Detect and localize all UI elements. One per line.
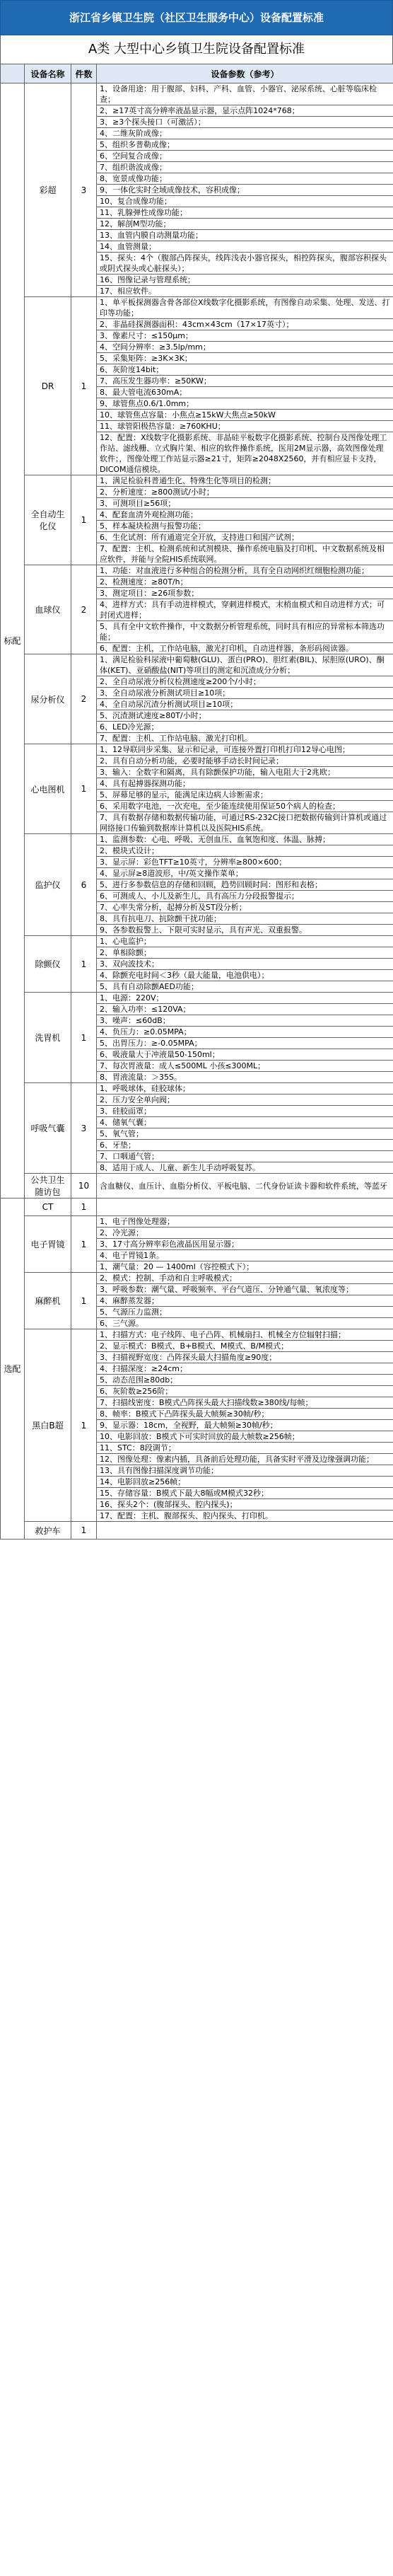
- column-header-qty: 件数: [71, 64, 97, 83]
- document-title: 浙江省乡镇卫生院（社区卫生服务中心）设备配置标准: [0, 0, 393, 35]
- table-row: [1, 744, 393, 756]
- parameter-line: 3、≥3个探头接口（可激活）；: [97, 117, 393, 128]
- parameter-line: 2、输入功率：≤120VA；: [97, 1004, 393, 1015]
- parameter-line: 2、显示模式：B模式、B+B模式、M模式、B/M模式；: [97, 1341, 393, 1352]
- parameter-line: 6、三气源。: [97, 1318, 393, 1329]
- equipment-quantity: 10: [71, 1174, 97, 1199]
- parameter-line: 9、球管焦点0.6/1.0mm；: [97, 398, 393, 410]
- parameter-line: 14、电影回放≥256帧；: [97, 1477, 393, 1488]
- equipment-name: 全自动生化仪: [25, 475, 71, 565]
- equipment-name: 黑白B超: [25, 1329, 71, 1522]
- parameter-line: 11、乳腺弹性成像功能；: [97, 207, 393, 219]
- parameter-line: 3、17寸高分辨率彩色液晶医用显示器；: [97, 1239, 393, 1250]
- equipment-table: [0, 64, 393, 1540]
- table-row: [1, 475, 393, 487]
- parameter-line: 9、各参数报警上、下限可实时显示，具有声光、双重报警。: [97, 925, 393, 936]
- equipment-name: 救护车: [25, 1522, 71, 1540]
- parameter-line: 7、具有数据存储和数据传输功能，可通过RS-232C接口把数据传输到计算机或通过网络接口传输到数据库计算机以及医院HIS系统。: [97, 812, 393, 834]
- equipment-name: 洗胃机: [25, 993, 71, 1083]
- parameter-line: 10、复合成像功能；: [97, 196, 393, 207]
- parameter-line: 4、空间分辨率：≥3.5lp/mm；: [97, 342, 393, 353]
- parameter-line: 3、全自动尿液分析测试项目≥10项；: [97, 688, 393, 699]
- parameter-line: 14、血管测量；: [97, 241, 393, 253]
- parameter-line: 2、全自动尿液分析仪检测速度≥200个/小时；: [97, 676, 393, 688]
- category-label: 选配: [1, 1199, 25, 1540]
- parameter-line: 17、相应软件。: [97, 286, 393, 297]
- category-label: 标配: [1, 83, 25, 1199]
- table-row: [1, 297, 393, 319]
- parameter-line: 7、扫描线密度：B模式凸阵探头最大扫描线数≥380线/每帧；: [97, 1397, 393, 1409]
- parameter-line: 2、单相除颤；: [97, 947, 393, 959]
- equipment-quantity: 1: [71, 744, 97, 834]
- parameter-line: 7、口咽通气管；: [97, 1151, 393, 1162]
- equipment-name: 公共卫生随访包: [25, 1174, 71, 1199]
- parameter-line: 8、具有抗电刀、抗除颤干扰功能；: [97, 913, 393, 925]
- parameter-line: 17、配置：主机、腹部探头、腔内探头、打印机。: [97, 1511, 393, 1522]
- parameter-line: 3、双向波技术；: [97, 959, 393, 970]
- parameter-line: 3、显示屏：彩色TFT≥10英寸，分辨率≥800×600；: [97, 857, 393, 868]
- parameter-line: 1、功能：对血液进行多种组合的检测分析，具有全自动网织红细胞检测功能；: [97, 565, 393, 577]
- parameter-line: 5、采集矩阵：≥3K×3K；: [97, 353, 393, 364]
- parameter-line: 1、满足检验科普通生化、特殊生化等项目的检测；: [97, 475, 393, 487]
- parameter-line: 5、动态范围≥80db；: [97, 1375, 393, 1386]
- parameter-line: 8、适用于成人、儿童、新生儿手动呼吸复苏。: [97, 1162, 393, 1174]
- equipment-name: 呼吸气囊: [25, 1083, 71, 1174]
- parameter-line: 6、可测成人、小儿及新生儿，具有高压力分段报警提示；: [97, 891, 393, 902]
- parameter-line: 3、噪声：≤60dB；: [97, 1015, 393, 1027]
- table-row: [1, 993, 393, 1004]
- table-row: [1, 1083, 393, 1094]
- equipment-quantity: 1: [71, 993, 97, 1083]
- table-row: [1, 834, 393, 845]
- parameter-line: 10、电影回放：B模式下可实时回放的最大帧数≥256帧；: [97, 1431, 393, 1443]
- equipment-quantity: 2: [71, 565, 97, 654]
- parameter-line: 10、球管焦点容量：小焦点≥15kW大焦点≥50kW: [97, 410, 393, 421]
- parameter-line: 6、灰阶数≥256阶；: [97, 1386, 393, 1397]
- equipment-name: 心电图机: [25, 744, 71, 834]
- parameter-line: 6、灰阶度14bit；: [97, 364, 393, 376]
- column-header-name: 设备名称: [25, 64, 71, 83]
- table-row: [1, 1522, 393, 1540]
- parameter-line: 4、扫描深度：≥24cm；: [97, 1363, 393, 1375]
- equipment-quantity: 1: [71, 1199, 97, 1216]
- equipment-quantity: 1: [71, 475, 97, 565]
- parameter-line: 6、空间复合成像；: [97, 151, 393, 162]
- parameter-line: 2、模式：控制、手动和自主呼吸模式；: [97, 1273, 393, 1284]
- equipment-name: 尿分析仪: [25, 654, 71, 744]
- parameter-line: 4、除颤充电时间＜3秒（最大能量，电池供电）；: [97, 970, 393, 981]
- parameter-line: 3、呼吸参数：潮气量、呼吸频率、平台气道压、分钟通气量、氧浓度等；: [97, 1284, 393, 1295]
- table-row: [1, 83, 393, 105]
- parameter-line: [97, 1522, 393, 1540]
- equipment-quantity: 6: [71, 834, 97, 936]
- table-row: [1, 1216, 393, 1228]
- parameter-line: 5、具有自动除颤AED功能；: [97, 981, 393, 993]
- parameter-line: 5、气源压力监测；: [97, 1307, 393, 1318]
- equipment-name: 麻醉机: [25, 1273, 71, 1329]
- parameter-line: 7、配置：主机、检测系统和试剂模块、操作系统电脑及打印机、中文数据系统及相应软件，并能与全院HIS系统联网。: [97, 543, 393, 565]
- parameter-line: [97, 1199, 393, 1216]
- equipment-quantity: 1: [71, 297, 97, 475]
- parameter-line: 15、探头：4个（腹部凸阵探头，线阵浅表小器官探头，相控阵探头，腹部容积探头或阴式探头或心脏探头）；: [97, 253, 393, 275]
- parameter-line: 3、测定项目：≥26项参数；: [97, 588, 393, 599]
- parameter-line: 6、配置：主机，工作站电脑，激光打印机，自动进样器，条形码阅读器。: [97, 643, 393, 654]
- table-row: [1, 936, 393, 947]
- table-row: [1, 1174, 393, 1199]
- table-row: [1, 1329, 393, 1341]
- parameter-line: 1、扫描方式：电子线阵、电子凸阵、机械扇扫、机械全方位辐射扫描；: [97, 1329, 393, 1341]
- column-header-params: 设备参数（参考）: [97, 64, 393, 83]
- parameter-line: 4、显示屏≥8道波形，中/英文操作菜单；: [97, 868, 393, 879]
- parameter-line: 8、宽景成像功能；: [97, 173, 393, 185]
- parameter-line: 4、进样方式：具有手动进样模式，穿刺进样模式，末梢血模式和自动进样方式；可封闭式进样；: [97, 599, 393, 621]
- equipment-quantity: 3: [71, 83, 97, 297]
- parameter-line: 3、硅胶面罩；: [97, 1106, 393, 1117]
- table-body: [1, 83, 393, 1540]
- parameter-line: 5、屏幕足够的显示，能满足床边病人诊断需求；: [97, 790, 393, 801]
- parameter-line: 4、储氧气囊；: [97, 1117, 393, 1128]
- table-row: [1, 1273, 393, 1284]
- parameter-line: 1、监测参数：心电、呼吸、无创血压、血氧饱和度、体温、脉搏；: [97, 834, 393, 845]
- parameter-line: 2、具有自动分析功能，必要时能够手动长时间记录；: [97, 756, 393, 767]
- parameter-line: 1、满足检验科尿液中葡萄糖(GLU)、蛋白(PRO)、胆红素(BIL)、尿胆原(URO)、酮体(KET)、亚硝酸盐(NIT)等项目的测定和沉渣成分分析；: [97, 654, 393, 676]
- equipment-name: DR: [25, 297, 71, 475]
- parameter-line: 16、图像记录与管理系统；: [97, 275, 393, 286]
- equipment-name: 血球仪: [25, 565, 71, 654]
- parameter-line: 1、潮气量：20 — 1400ml（容控模式下）；: [97, 1261, 393, 1273]
- parameter-line: 5、氧气管；: [97, 1128, 393, 1140]
- parameter-line: 9、显示器：18cm，全视野，最大帧频≥30帧/秒；: [97, 1420, 393, 1431]
- parameter-line: 7、每次胃液量：成人≤500ML 小孩≤300ML；: [97, 1061, 393, 1072]
- parameter-line: 16、探头2个：(腹部探头、腔内探头)；: [97, 1499, 393, 1511]
- parameter-line: 8、帧率：B模式下凸阵探头最大帧频≥30帧/秒；: [97, 1409, 393, 1420]
- parameter-line: 2、模块式设计；: [97, 845, 393, 857]
- parameter-line: 7、高压发生器功率：≥50KW；: [97, 376, 393, 387]
- parameter-line: 2、检测速度：≥80T/h；: [97, 577, 393, 588]
- document-subtitle: A类 大型中心乡镇卫生院设备配置标准: [0, 35, 393, 64]
- parameter-line: 6、牙垫；: [97, 1140, 393, 1151]
- parameter-line: 7、组织谐波成像；: [97, 162, 393, 173]
- parameter-line: 7、配置：主机、工作站电脑、激光打印机。: [97, 733, 393, 744]
- parameter-line: 5、进行多参数信息的存储和回顾，趋势回顾时间：图形和表格；: [97, 879, 393, 891]
- parameter-line: 4、配套血清外观检测功能；: [97, 509, 393, 521]
- parameter-line: 6、采用数字电池，一次充电，至少能连续使用保证50个病人的检查；: [97, 801, 393, 812]
- parameter-line: 11、球管阳极热容量：≥760KHU；: [97, 421, 393, 432]
- parameter-line: 3、扫描视野宽度：凸阵探头最大扫描角度≥90度；: [97, 1352, 393, 1363]
- parameter-line: 5、组织多普勒成像；: [97, 139, 393, 151]
- parameter-line: 4、二维灰阶成像；: [97, 128, 393, 139]
- parameter-line: 5、样本凝块检测与报警功能；: [97, 521, 393, 532]
- parameter-line: 2、非晶硅探测器面积：43cm×43cm（17×17英寸）；: [97, 319, 393, 330]
- parameter-line: 13、具有图像扫描深度调节功能；: [97, 1465, 393, 1477]
- parameter-line: 9、一体化实时全域成像技术，容积成像；: [97, 185, 393, 196]
- equipment-name: 监护仪: [25, 834, 71, 936]
- parameter-line: 5、沉渣测试速度≥80T/小时；: [97, 710, 393, 722]
- parameter-line: 2、≥17英寸高分辨率液晶显示器，显示点阵1024*768；: [97, 105, 393, 117]
- table-row: [1, 1199, 393, 1216]
- table-row: [1, 654, 393, 676]
- parameter-line: 含血糖仪、血压计、血脂分析仪、平板电脑、二代身份证读卡器和软件系统，等蓝牙: [97, 1174, 393, 1199]
- parameter-line: 1、心电监护；: [97, 936, 393, 947]
- equipment-quantity: 1: [71, 1522, 97, 1540]
- table-row: [1, 565, 393, 577]
- parameter-line: 11、STC：8段调节；: [97, 1443, 393, 1454]
- parameter-line: 1、电源：220V；: [97, 993, 393, 1004]
- parameter-line: 3、可测项目≥56项；: [97, 498, 393, 509]
- parameter-line: 5、具有全中文软件操作，中文数据分析管理系统，同时具有相应的异常标本筛选功能；: [97, 621, 393, 643]
- parameter-line: 12、图像处理：像素内插，具备前后处理功能，具备实时平滑及边缘强调功能；: [97, 1454, 393, 1465]
- parameter-line: 4、具有起搏器探测功能；: [97, 778, 393, 790]
- equipment-name: CT: [25, 1199, 71, 1216]
- table-header-row: [1, 64, 393, 83]
- parameter-line: 12、配置：X线数字化摄影系统、非晶硅平板数字化摄影系统、控制台及图像处理工作站、滤线栅、立式胸片架、相应的软件操作系统，医用2M显示器，高效图像处理软件；，图像处理工作站显示器≥21寸，矩阵≥2048X2560，并有相应显卡支持，DICOM通信模块。: [97, 432, 393, 475]
- parameter-line: 2、冷光源；: [97, 1228, 393, 1239]
- parameter-line: 13、血管内膜自动测量功能；: [97, 230, 393, 241]
- parameter-line: 7、心率失常分析，起搏分析及ST段分析；: [97, 902, 393, 913]
- parameter-line: 4、全自动尿沉渣分析测试项目≥10项；: [97, 699, 393, 710]
- column-header-category: [1, 64, 25, 83]
- equipment-quantity: 1: [71, 1273, 97, 1329]
- equipment-name: 除颤仪: [25, 936, 71, 993]
- parameter-line: 2、压力安全单向阀；: [97, 1094, 393, 1106]
- parameter-line: 6、生化试剂：所有通道完全开放，支持进口和国产试剂；: [97, 532, 393, 543]
- parameter-line: 1、设备用途：用于腹部、妇科、产科、血管、小器官、泌尿系统、心脏等临床检查；: [97, 83, 393, 105]
- parameter-line: 5、出胃压力：≥-0.05MPA；: [97, 1038, 393, 1049]
- equipment-quantity: 1: [71, 1329, 97, 1522]
- parameter-line: 8、最大管电流630mA；: [97, 387, 393, 398]
- parameter-line: 1、12导联同步采集、显示和记录，可连接外置打印机打印12导心电图；: [97, 744, 393, 756]
- parameter-line: 6、LED冷光源；: [97, 722, 393, 733]
- equipment-quantity: 3: [71, 1083, 97, 1174]
- parameter-line: 2、分析速度：≥800测试/小时；: [97, 487, 393, 498]
- equipment-quantity: 2: [71, 654, 97, 744]
- equipment-quantity: 1: [71, 1216, 97, 1273]
- parameter-line: 4、麻醉蒸发器；: [97, 1295, 393, 1307]
- equipment-quantity: 1: [71, 936, 97, 993]
- parameter-line: 12、解剖M型功能；: [97, 219, 393, 230]
- parameter-line: 15、存储容量：B模式下最大8幅或M模式32秒；: [97, 1488, 393, 1499]
- parameter-line: 8、胃液流量：＞35S。: [97, 1072, 393, 1083]
- parameter-line: 1、电子图像处理器；: [97, 1216, 393, 1228]
- parameter-line: 1、呼吸球体，硅胶球体；: [97, 1083, 393, 1094]
- parameter-line: 6、吸液量大于冲液量50-150ml；: [97, 1049, 393, 1061]
- equipment-name: 电子胃镜: [25, 1216, 71, 1273]
- parameter-line: 3、像素尺寸：≤150μm；: [97, 330, 393, 342]
- parameter-line: 4、电子胃镜1条。: [97, 1250, 393, 1261]
- equipment-name: 彩超: [25, 83, 71, 297]
- parameter-line: 3、输入：全数字和隔离，具有除颤保护功能，输入电阻大于2兆欧；: [97, 767, 393, 778]
- parameter-line: 4、负压力：≥0.05MPA；: [97, 1027, 393, 1038]
- parameter-line: 1、单平板探测器含骨各部位X线数字化摄影系统，有图像自动采集、处理、发送、打印等功能；: [97, 297, 393, 319]
